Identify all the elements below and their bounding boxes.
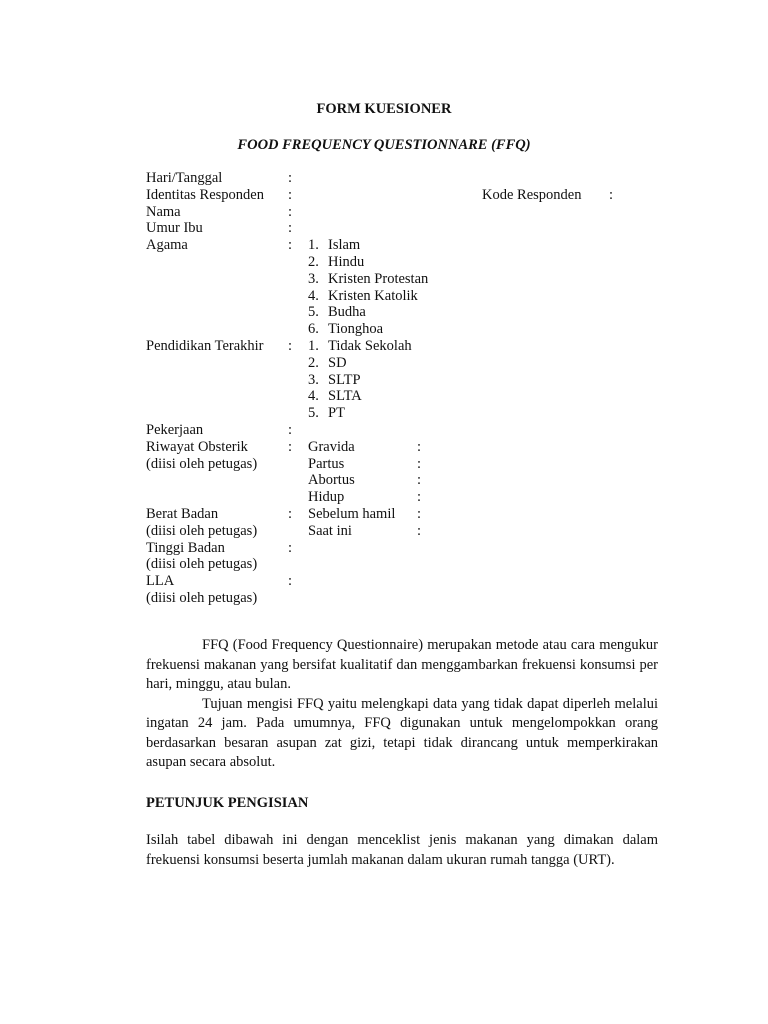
agama-option: Tionghoa [328,321,384,338]
option-number: 1. [308,237,319,254]
label-pekerjaan: Pekerjaan [146,421,204,438]
colon: : [288,203,293,220]
label-tinggi-badan: Tinggi Badan [146,539,225,556]
colon: : [288,505,293,522]
label-umur-ibu: Umur Ibu [146,220,203,237]
label-diisi-petugas: (diisi oleh petugas) [146,455,258,472]
pendidikan-option-row [146,405,666,422]
pendidikan-option: SLTA [328,388,362,405]
obsterik-item: Abortus [308,472,355,489]
pendidikan-option: Tidak Sekolah [328,337,412,354]
label-diisi-petugas: (diisi oleh petugas) [146,522,258,539]
obsterik-row [146,456,666,473]
field-riwayat-obsterik [146,439,666,456]
field-agama [146,237,666,254]
label-lla: LLA [146,573,175,590]
lla-note-row [146,590,666,607]
form-subtitle: FOOD FREQUENCY QUESTIONNARE (FFQ) [237,137,531,153]
label-hari-tanggal: Hari/Tanggal [146,170,223,186]
tinggi-note-row [146,556,666,573]
label-identitas-responden: Identitas Responden [146,186,264,203]
field-pekerjaan [146,422,666,439]
field-umur-ibu [146,220,666,237]
respondent-form [146,170,666,607]
label-diisi-petugas: (diisi oleh petugas) [146,556,258,573]
obsterik-row [146,472,666,489]
agama-option-row [146,321,666,338]
label-agama: Agama [146,237,188,254]
pendidikan-option-row [146,388,666,405]
colon: : [417,455,422,472]
colon: : [417,522,422,539]
option-number: 3. [308,371,319,388]
pendidikan-option: PT [328,405,345,422]
obsterik-item: Hidup [308,489,345,506]
colon: : [288,337,293,354]
colon: : [288,237,293,254]
paragraph: Isilah tabel dibawah ini dengan menceklist jenis makanan yang dimakan dalam frekuensi konsumsi beserta jumlah makanan dalam ukuran rumah tangga (URT). [146,832,658,868]
field-nama [146,204,666,221]
obsterik-item: Partus [308,455,345,472]
section-heading-petunjuk: PETUNJUK PENGISIAN [146,795,309,811]
option-number: 3. [308,270,319,287]
colon: : [609,186,614,203]
field-berat-badan [146,506,666,523]
agama-option-row [146,304,666,321]
colon: : [288,539,293,556]
field-identitas-responden [146,187,666,204]
option-number: 4. [308,287,319,304]
berat-row [146,523,666,540]
agama-option-row [146,271,666,288]
agama-option: Kristen Protestan [328,270,429,287]
option-number: 5. [308,304,319,321]
colon: : [288,186,293,203]
agama-option-row [146,254,666,271]
obsterik-row [146,489,666,506]
label-diisi-petugas: (diisi oleh petugas) [146,589,258,606]
agama-option: Kristen Katolik [328,287,418,304]
colon: : [417,438,422,455]
pendidikan-option: SLTP [328,371,361,388]
option-number: 4. [308,388,319,405]
label-kode-responden: Kode Responden [482,186,582,203]
option-number: 2. [308,354,319,371]
petunjuk-text-block [146,831,658,870]
berat-item: Sebelum hamil [308,505,396,522]
option-number: 1. [308,337,319,354]
ffq-description [146,636,658,773]
paragraph: FFQ (Food Frequency Questionnaire) merupakan metode atau cara mengukur frekuensi makanan yang bersifat kualitatif dan menggambarkan frekuensi konsumsi per hari, minggu, atau bulan. [146,637,658,692]
option-number: 6. [308,321,319,338]
pendidikan-option-row [146,372,666,389]
colon: : [288,170,293,186]
pendidikan-option: SD [328,354,347,371]
colon: : [288,438,293,455]
paragraph: Tujuan mengisi FFQ yaitu melengkapi data yang tidak dapat diperleh melalui ingatan 24 jam. Pada umumnya, FFQ digunakan untuk mengelompokkan orang berdasarkan besaran asupan zat gizi, tetapi tidak dirancang untuk memperkirakan asupan secara absolut. [146,695,658,770]
agama-option: Hindu [328,253,365,270]
field-tinggi-badan [146,540,666,557]
colon: : [288,573,293,590]
field-hari-tanggal [146,170,666,187]
field-lla [146,573,666,590]
form-title: FORM KUESIONER [316,101,452,117]
colon: : [288,220,293,237]
label-berat-badan: Berat Badan [146,505,219,522]
option-number: 5. [308,405,319,422]
agama-option-row [146,288,666,305]
field-pendidikan-terakhir [146,338,666,355]
colon: : [417,505,422,522]
label-riwayat-obsterik: Riwayat Obsterik [146,438,248,455]
colon: : [288,421,293,438]
berat-item: Saat ini [308,522,352,539]
pendidikan-option-row [146,355,666,372]
obsterik-item: Gravida [308,438,355,455]
label-nama: Nama [146,203,181,220]
label-pendidikan-terakhir: Pendidikan Terakhir [146,337,264,354]
option-number: 2. [308,253,319,270]
agama-option: Islam [328,237,361,254]
agama-option: Budha [328,304,366,321]
colon: : [417,472,422,489]
colon: : [417,489,422,506]
